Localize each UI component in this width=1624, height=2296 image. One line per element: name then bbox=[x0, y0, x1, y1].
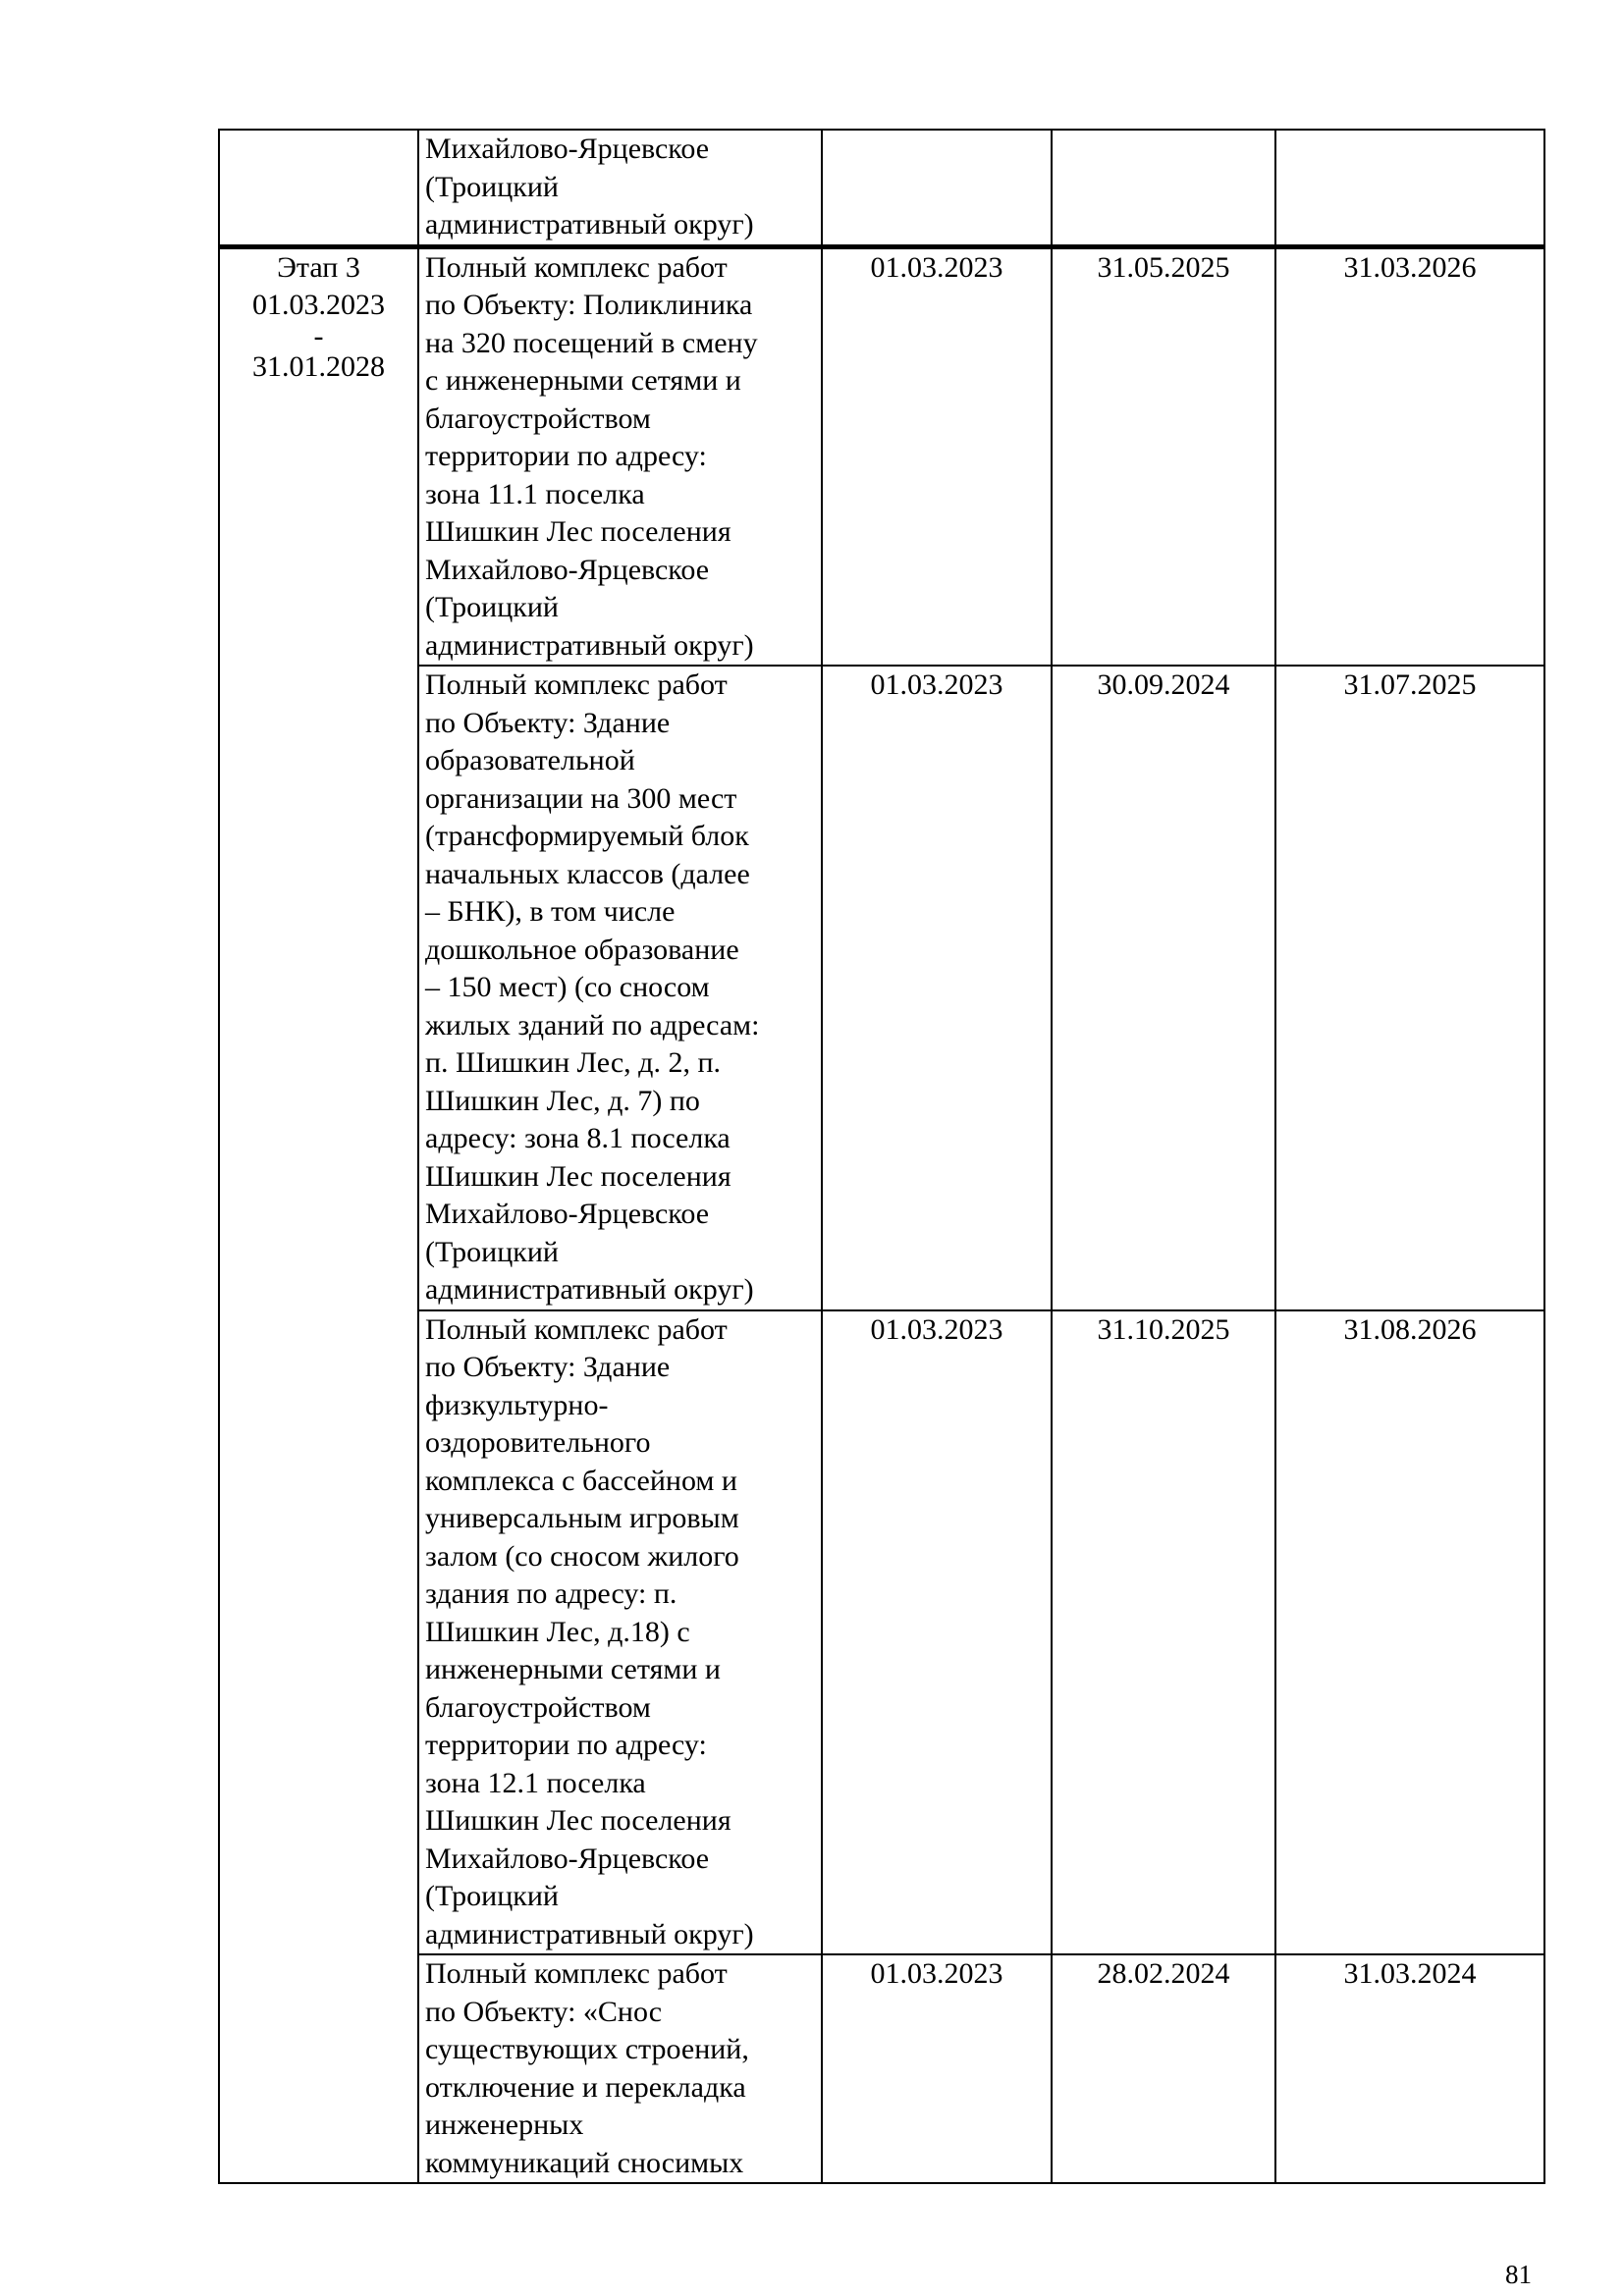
description-cell bbox=[418, 666, 822, 1310]
date-mid-cell: 31.05.2025 bbox=[1052, 246, 1275, 666]
description-text: Полный комплекс работ по Объекту: Здание образовательной организации на 300 мест (трансформируемый блок начальных классов (далее – БНК), в том числе дошкольное образование – 150 мест) (со сносом жилых зданий по адресам: п. Шишкин Лес, д. 2, п. Шишкин Лес, д. 7) по адресу: зона 8.1 поселка Шишкин Лес поселения Михайлово-Ярцевское (Троицкий административный округ) bbox=[425, 668, 760, 1306]
description-cell bbox=[418, 1310, 822, 1955]
date-mid-cell-empty bbox=[1052, 130, 1275, 246]
date-mid-cell: 31.10.2025 bbox=[1052, 1310, 1275, 1955]
stage-date-separator: - bbox=[313, 319, 324, 352]
date-mid-cell: 30.09.2024 bbox=[1052, 666, 1275, 1310]
description-text: Михайлово-Ярцевское (Троицкий административный округ) bbox=[425, 133, 754, 240]
date-start-cell: 01.03.2023 bbox=[822, 246, 1052, 666]
stage-end-date: 31.01.2028 bbox=[252, 349, 385, 383]
schedule-table bbox=[218, 129, 1545, 2184]
stage-title: Этап 3 bbox=[277, 250, 360, 284]
date-start-cell-empty bbox=[822, 130, 1052, 246]
date-start-cell: 01.03.2023 bbox=[822, 1310, 1052, 1955]
date-end-cell: 31.03.2024 bbox=[1275, 1954, 1544, 2183]
table-row bbox=[219, 1954, 1544, 2183]
description-text: Полный комплекс работ по Объекту: Поликлиника на 320 посещений в смену с инженерными сетями и благоустройством территории по адресу: зона 11.1 поселка Шишкин Лес поселения Михайлово-Ярцевское (Троицкий административный округ) bbox=[425, 250, 758, 662]
description-cell bbox=[418, 246, 822, 666]
stage-cell bbox=[219, 246, 418, 2183]
description-text: Полный комплекс работ по Объекту: «Снос существующих строений, отключение и перекладка инженерных коммуникаций сносимых bbox=[425, 1957, 749, 2179]
date-mid-cell: 28.02.2024 bbox=[1052, 1954, 1275, 2183]
description-cell bbox=[418, 130, 822, 246]
date-end-cell-empty bbox=[1275, 130, 1544, 246]
table-row-continued bbox=[219, 130, 1544, 246]
date-start-cell: 01.03.2023 bbox=[822, 1954, 1052, 2183]
date-start-cell: 01.03.2023 bbox=[822, 666, 1052, 1310]
stage-start-date: 01.03.2023 bbox=[252, 289, 385, 321]
table-row bbox=[219, 1310, 1544, 1955]
description-text: Полный комплекс работ по Объекту: Здание физкультурно- оздоровительного комплекса с бассейном и универсальным игровым залом (со сносом жилого здания по адресу: п. Шишкин Лес, д.18) с инженерными сетями и благоустройством территории по адресу: зона 12.1 поселка Шишкин Лес поселения Михайлово-Ярцевское (Троицкий административный округ) bbox=[425, 1312, 754, 1950]
stage-cell-empty bbox=[219, 130, 418, 246]
date-end-cell: 31.07.2025 bbox=[1275, 666, 1544, 1310]
page-number: 81 bbox=[1505, 2260, 1532, 2289]
description-cell bbox=[418, 1954, 822, 2183]
table-row bbox=[219, 666, 1544, 1310]
date-end-cell: 31.03.2026 bbox=[1275, 246, 1544, 666]
date-end-cell: 31.08.2026 bbox=[1275, 1310, 1544, 1955]
table-row bbox=[219, 246, 1544, 666]
